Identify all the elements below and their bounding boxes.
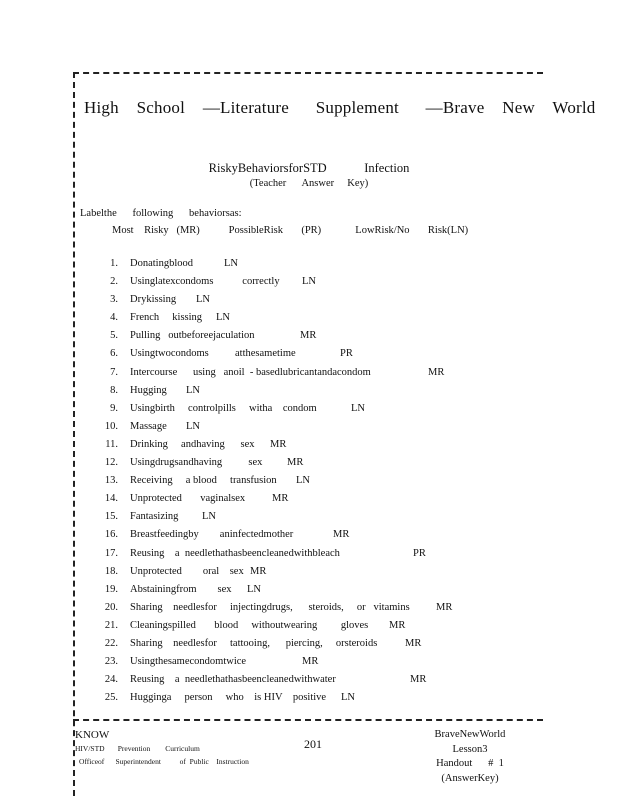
list-item bbox=[0, 367, 618, 385]
footer-office: Officeof Superintendent of Public Instruction bbox=[79, 757, 249, 766]
item-risk-code: LN bbox=[341, 692, 355, 704]
item-behavior: Sharing needlesfor tattooing, piercing, orsteroids bbox=[130, 637, 378, 649]
footer-divider bbox=[73, 719, 543, 721]
list-item bbox=[0, 258, 618, 276]
item-risk-code: LN bbox=[296, 475, 310, 487]
item-number: 13. bbox=[104, 475, 118, 487]
item-number: 15. bbox=[104, 511, 118, 523]
footer-curriculum: HIV/STD Prevention Curriculum bbox=[75, 744, 200, 753]
item-risk-code: LN bbox=[216, 312, 230, 324]
list-item bbox=[0, 566, 618, 584]
list-item bbox=[0, 312, 618, 330]
list-item bbox=[0, 385, 618, 403]
list-item bbox=[0, 511, 618, 529]
item-risk-code: LN bbox=[224, 258, 238, 269]
item-number: 23. bbox=[104, 656, 118, 668]
item-number: 6. bbox=[110, 348, 118, 360]
item-behavior: Reusing a needlethathasbeencleanedwithwater bbox=[130, 674, 336, 686]
item-risk-code: LN bbox=[186, 420, 200, 432]
item-risk-code: MR bbox=[300, 330, 317, 342]
footer-lesson: Lesson3 bbox=[452, 743, 488, 755]
item-number: 2. bbox=[110, 276, 118, 288]
item-number: 11. bbox=[105, 438, 118, 450]
risk-legend: Most Risky (MR) PossibleRisk (PR) LowRisk/No Risk(LN) bbox=[112, 225, 469, 236]
item-behavior: Hugginga person who is HIV positive bbox=[130, 692, 327, 704]
list-item bbox=[0, 584, 618, 602]
item-number: 14. bbox=[104, 493, 118, 505]
list-item bbox=[0, 403, 618, 421]
item-behavior: Sharing needlesfor injectingdrugs, steroids, or vitamins bbox=[130, 601, 410, 613]
footer-lesson-info bbox=[420, 728, 520, 786]
list-item bbox=[0, 493, 618, 511]
item-behavior: Pulling outbeforeejaculation bbox=[130, 330, 255, 342]
item-risk-code: MR bbox=[302, 656, 319, 668]
item-risk-code: MR bbox=[287, 457, 304, 469]
instructions-label: Labelthe following behaviorsas: bbox=[80, 208, 242, 219]
item-risk-code: MR bbox=[436, 601, 453, 613]
list-item bbox=[0, 330, 618, 348]
item-behavior: Hugging bbox=[130, 384, 167, 396]
item-number: 19. bbox=[104, 583, 118, 595]
item-behavior: Drykissing bbox=[130, 294, 177, 306]
item-number: 4. bbox=[110, 312, 118, 324]
item-behavior: Abstainingfrom sex bbox=[130, 583, 232, 595]
item-behavior: Fantasizing bbox=[130, 511, 179, 523]
item-risk-code: LN bbox=[196, 294, 210, 306]
behavior-list bbox=[0, 258, 618, 710]
footer-handout: Handout # 1 bbox=[436, 758, 504, 769]
item-behavior: Cleaningspilled blood withoutwearing gloves bbox=[130, 619, 369, 631]
item-number: 7. bbox=[110, 366, 118, 378]
list-item bbox=[0, 294, 618, 312]
item-number: 10. bbox=[104, 420, 118, 432]
item-number: 1. bbox=[110, 258, 118, 269]
item-risk-code: MR bbox=[250, 565, 267, 577]
item-behavior: Usingtwocondoms atthesametime bbox=[130, 348, 296, 360]
item-number: 18. bbox=[104, 565, 118, 577]
list-item bbox=[0, 457, 618, 475]
handout-subtitle: (Teacher Answer Key) bbox=[249, 178, 369, 189]
item-number: 8. bbox=[110, 384, 118, 396]
item-behavior: Breastfeedingby aninfectedmother bbox=[130, 529, 294, 541]
list-item bbox=[0, 276, 618, 294]
page-number: 201 bbox=[304, 737, 322, 751]
item-risk-code: LN bbox=[186, 384, 200, 396]
item-risk-code: MR bbox=[410, 674, 427, 686]
list-item bbox=[0, 674, 618, 692]
item-behavior: Receiving a blood transfusion bbox=[130, 475, 277, 487]
list-item bbox=[0, 529, 618, 547]
item-number: 24. bbox=[104, 674, 118, 686]
item-risk-code: LN bbox=[247, 583, 261, 595]
list-item bbox=[0, 439, 618, 457]
item-behavior: Usingthesamecondomtwice bbox=[130, 656, 247, 668]
item-behavior: Usinglatexcondoms correctly bbox=[130, 276, 280, 288]
item-behavior: Unprotected oral sex bbox=[130, 565, 244, 577]
item-risk-code: PR bbox=[413, 547, 426, 559]
list-item bbox=[0, 656, 618, 674]
item-behavior: Intercourse using anoil - basedlubricantandacondom bbox=[130, 366, 371, 378]
list-item bbox=[0, 692, 618, 710]
list-item bbox=[0, 620, 618, 638]
item-number: 22. bbox=[104, 637, 118, 649]
item-number: 25. bbox=[104, 692, 118, 704]
item-behavior: Usingbirth controlpills witha condom bbox=[130, 402, 317, 414]
handout-title: RiskyBehaviorsforSTD Infection bbox=[208, 161, 410, 175]
item-number: 9. bbox=[110, 402, 118, 414]
list-item bbox=[0, 602, 618, 620]
item-number: 17. bbox=[104, 547, 118, 559]
item-number: 5. bbox=[110, 330, 118, 342]
item-number: 3. bbox=[110, 294, 118, 306]
item-risk-code: LN bbox=[202, 511, 216, 523]
item-number: 20. bbox=[104, 601, 118, 613]
item-risk-code: PR bbox=[340, 348, 353, 360]
item-behavior: Massage bbox=[130, 420, 167, 432]
footer-book: BraveNewWorld bbox=[434, 729, 506, 740]
item-number: 12. bbox=[104, 457, 118, 469]
item-behavior: Donatingblood bbox=[130, 258, 193, 269]
footer-answer-key: (AnswerKey) bbox=[441, 772, 499, 784]
item-behavior: French kissing bbox=[130, 312, 203, 324]
list-item bbox=[0, 548, 618, 566]
item-behavior: Usingdrugsandhaving sex bbox=[130, 457, 263, 469]
footer-know: KNOW bbox=[75, 729, 110, 741]
item-number: 16. bbox=[104, 529, 118, 541]
item-number: 21. bbox=[104, 619, 118, 631]
item-risk-code: LN bbox=[302, 276, 316, 288]
item-risk-code: MR bbox=[333, 529, 350, 541]
item-risk-code: MR bbox=[272, 493, 289, 505]
item-risk-code: MR bbox=[405, 637, 422, 649]
list-item bbox=[0, 475, 618, 493]
page-title: High School —Literature Supplement —Brave New World bbox=[84, 98, 596, 117]
item-risk-code: MR bbox=[270, 438, 287, 450]
item-behavior: Reusing a needlethathasbeencleanedwithbleach bbox=[130, 547, 340, 559]
list-item bbox=[0, 638, 618, 656]
item-risk-code: LN bbox=[351, 402, 365, 414]
item-risk-code: MR bbox=[389, 619, 406, 631]
list-item bbox=[0, 348, 618, 366]
item-risk-code: MR bbox=[428, 366, 445, 378]
item-behavior: Unprotected vaginalsex bbox=[130, 493, 246, 505]
list-item bbox=[0, 421, 618, 439]
item-behavior: Drinking andhaving sex bbox=[130, 438, 255, 450]
